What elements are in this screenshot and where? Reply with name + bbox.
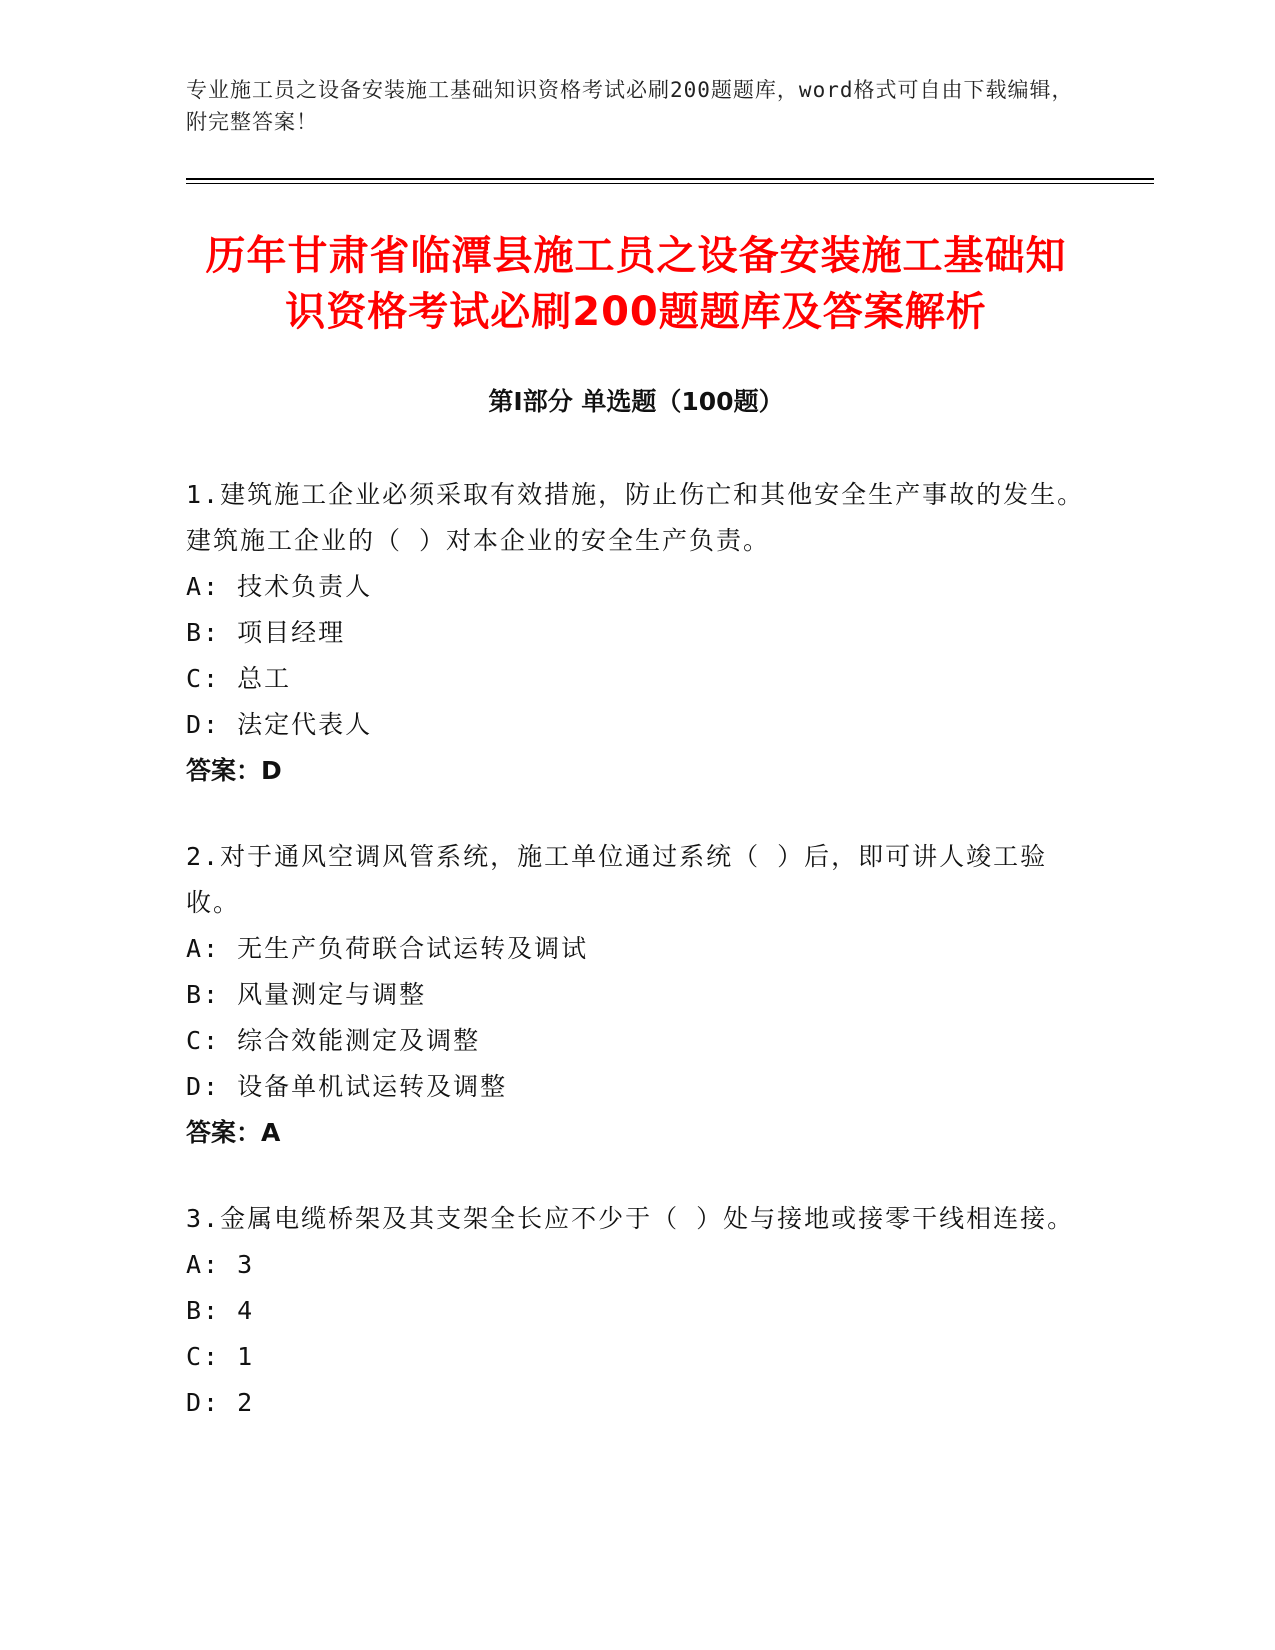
question-2: [186, 834, 1086, 1156]
header-divider-thin: [186, 183, 1154, 184]
header-note: 专业施工员之设备安装施工基础知识资格考试必刷200题题库，word格式可自由下载编辑，附完整答案！: [186, 78, 1074, 134]
option-a: A: 无生产负荷联合试运转及调试: [186, 934, 589, 963]
option-a: A: 3: [186, 1250, 255, 1279]
option-d: D: 2: [186, 1388, 255, 1417]
document-title: 历年甘肃省临潭县施工员之设备安装施工基础知识资格考试必刷200题题库及答案解析: [205, 233, 1067, 335]
answer-line: 答案：D: [186, 756, 282, 785]
question-stem: 3.金属电缆桥架及其支架全长应不少于（ ）处与接地或接零干线相连接。: [186, 1204, 1075, 1233]
option-c: C: 综合效能测定及调整: [186, 1026, 481, 1055]
option-d: D: 法定代表人: [186, 710, 373, 739]
option-b: B: 4: [186, 1296, 255, 1325]
header-divider-thick: [186, 178, 1154, 180]
question-stem: 2.对于通风空调风管系统，施工单位通过系统（ ）后，即可讲人竣工验收。: [186, 842, 1048, 917]
question-3: [186, 1196, 1086, 1426]
question-1: [186, 472, 1086, 794]
option-b: B: 风量测定与调整: [186, 980, 427, 1009]
question-stem: 1.建筑施工企业必须采取有效措施，防止伤亡和其他安全生产事故的发生。建筑施工企业的（ ）对本企业的安全生产负责。: [186, 480, 1085, 555]
answer-line: 答案：A: [186, 1118, 281, 1147]
option-d: D: 设备单机试运转及调整: [186, 1072, 508, 1101]
section-heading: 第Ⅰ部分 单选题（100题）: [488, 387, 784, 416]
option-a: A: 技术负责人: [186, 572, 373, 601]
option-c: C: 1: [186, 1342, 255, 1371]
option-c: C: 总工: [186, 664, 292, 693]
option-b: B: 项目经理: [186, 618, 346, 647]
